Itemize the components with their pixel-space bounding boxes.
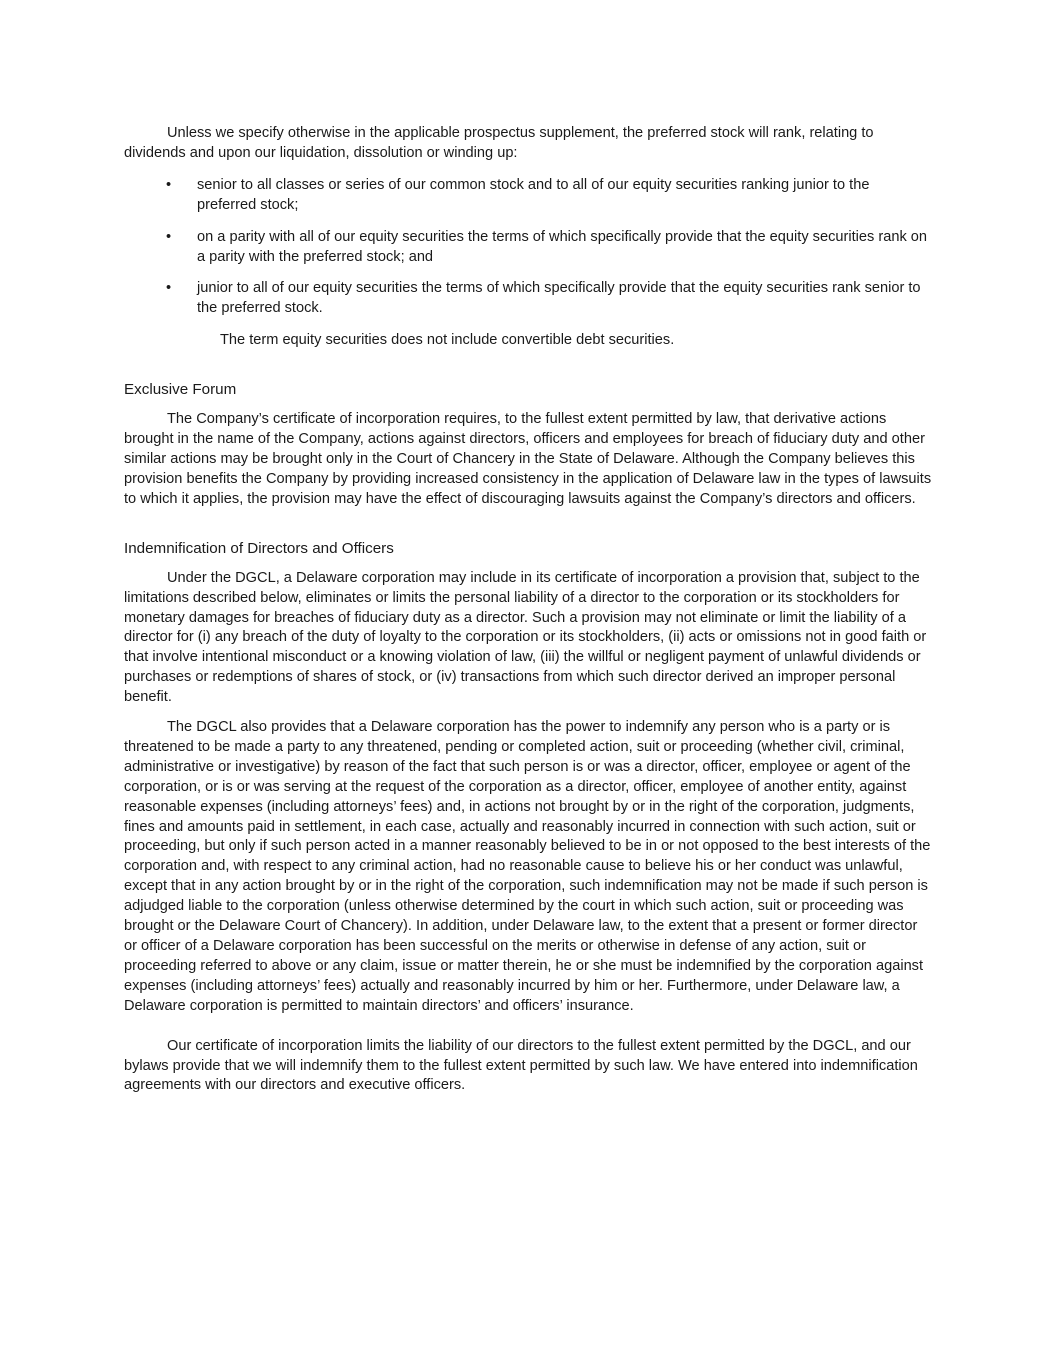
indemnification-paragraph-1: Under the DGCL, a Delaware corporation may include in its certificate of incorporation a provision that, subject to the limitations described below, eliminates or limits the personal liability of a director to the corporation or its stockholders for monetary damages for breaches of fiduciary duty as a director. Such a provision may not eliminate or limit the liability of a director for (i) any breach of the duty of loyalty to the corporation or its stockholders, (ii) acts or omissions not in good faith or that involve intentional misconduct or a knowing violation of law, (iii) the willful or negligent payment of unlawful dividends or purchases or redemptions of shares of stock, or (iv) transactions from which such director derived an improper personal benefit.	[124, 569, 927, 706]
list-item	[124, 228, 932, 268]
indemnification-paragraph-2: The DGCL also provides that a Delaware corporation has the power to indemnify any person who is a party or is threatened to be made a party to any threatened, pending or completed action, suit or proceeding (whether civil, criminal, administrative or investigative) by reason of the fact that such person is or was a director, officer, employee or agent of the corporation, or is or was serving at the request of the corporation as a director, officer, employee of another entity, against reasonable expenses (including attorneys’ fees) and, in actions not brought by or in the right of the corporation, judgments, fines and amounts paid in settlement, in each case, actually and reasonably incurred in connection with such action, suit or proceeding, but only if such person acted in a manner reasonably believed to be in or not opposed to the best interests of the corporation and, with respect to any criminal action, had no reasonable cause to believe his or her conduct was unlawful, except that in any action brought by or in the right of the corporation, such indemnification may not be made if such person is adjudged liable to the corporation (unless otherwise determined by the court in which such action, suit or proceeding was brought or the Delaware Court of Chancery). In addition, under Delaware law, to the extent that a present or former director or officer of a Delaware corporation has been successful on the merits or otherwise in defense of any action, suit or proceeding referred to above or any claim, issue or matter therein, he or she must be indemnified by the corporation against expenses (including attorneys’ fees) actually and reasonably incurred by him or her. Furthermore, under Delaware law, a Delaware corporation is permitted to maintain directors’ and officers’ insurance.	[124, 719, 931, 1014]
bullet-text: senior to all classes or series of our common stock and to all of our equity securities ranking junior to the preferred stock;	[197, 176, 870, 213]
exclusive-forum-heading: Exclusive Forum	[124, 381, 237, 399]
bullet-text: on a parity with all of our equity securities the terms of which specifically provide that the equity securities rank on a parity with the preferred stock; and	[197, 228, 928, 265]
ranking-bullet-list	[124, 176, 932, 319]
bullet-text: junior to all of our equity securities the terms of which specifically provide that the equity securities rank senior to the preferred stock.	[197, 280, 921, 317]
bullet-icon: •	[166, 176, 172, 193]
document-page	[124, 124, 932, 1096]
indemnification-heading: Indemnification of Directors and Officers	[124, 539, 394, 557]
term-note: The term equity securities does not include convertible debt securities.	[220, 332, 675, 349]
list-item	[124, 279, 932, 319]
indemnification-paragraph-3: Our certificate of incorporation limits the liability of our directors to the fullest extent permitted by the DGCL, and our bylaws provide that we will indemnify them to the fullest extent permitted by such law. We have entered into indemnification agreements with our directors and executive officers.	[124, 1037, 918, 1094]
bullet-icon: •	[166, 228, 172, 245]
intro-paragraph: Unless we specify otherwise in the applicable prospectus supplement, the preferred stock will rank, relating to dividends and upon our liquidation, dissolution or winding up:	[124, 125, 874, 161]
exclusive-forum-paragraph: The Company’s certificate of incorporation requires, to the fullest extent permitted by law, that derivative actions brought in the name of the Company, actions against directors, officers and employees for breach of fiduciary duty and other similar actions may be brought only in the Court of Chancery in the State of Delaware. Although the Company believes this provision benefits the Company by providing increased consistency in the application of Delaware law in the types of lawsuits to which it applies, the provision may have the effect of discouraging lawsuits against the Company’s directors and officers.	[124, 411, 932, 507]
bullet-icon: •	[166, 280, 172, 297]
list-item	[124, 176, 932, 216]
